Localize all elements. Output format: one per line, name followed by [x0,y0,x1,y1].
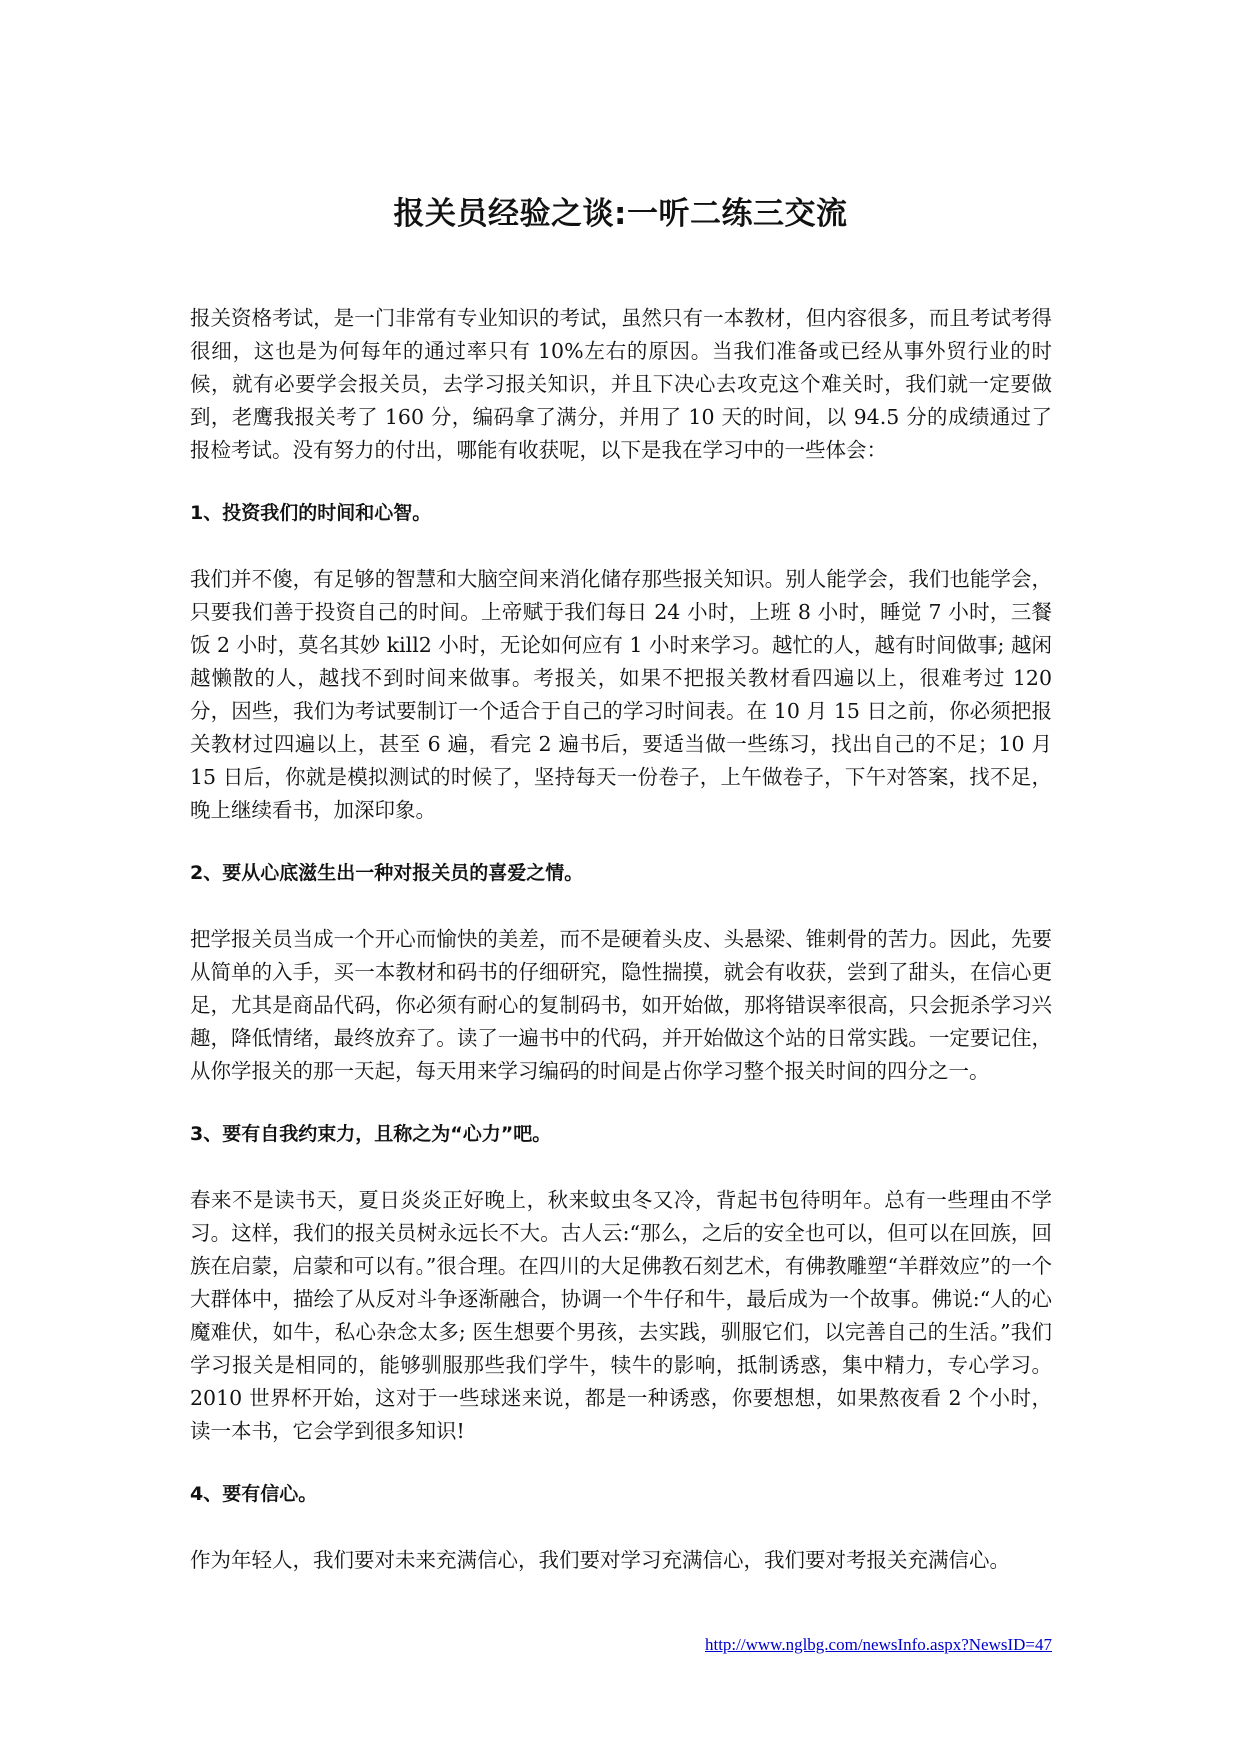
section-1-paragraph: 我们并不傻，有足够的智慧和大脑空间来消化储存那些报关知识。别人能学会，我们也能学会，只要我们善于投资自己的时间。上帝赋于我们每日 24 小时，上班 8 小时，睡觉 7 小时，三餐饭 2 小时，莫名其妙 kill2 小时，无论如何应有 1 小时来学习。越忙的人，越有时间做事; 越闲越懒散的人，越找不到时间来做事。考报关，如果不把报关教材看四遍以上，很难考过 120 分，因些，我们为考试要制订一个适合于自己的学习时间表。在 10 月 15 日之前，你必须把报关教材过四遍以上，甚至 6 遍，看完 2 遍书后，要适当做一些练习，找出自己的不足；10 月 15 日后，你就是模拟测试的时候了，坚持每天一份卷子，上午做卷子，下午对答案，找不足，晚上继续看书，加深印象。 [190,567,1052,822]
article-body [190,302,1052,1577]
intro-paragraph: 报关资格考试，是一门非常有专业知识的考试，虽然只有一本教材，但内容很多，而且考试考得很细，这也是为何每年的通过率只有 10%左右的原因。当我们准备或已经从事外贸行业的时候，就有必要学会报关员，去学习报关知识，并且下决心去攻克这个难关时，我们就一定要做到，老鹰我报关考了 160 分，编码拿了满分，并用了 10 天的时间，以 94.5 分的成绩通过了报检考试。没有努力的付出，哪能有收获呢，以下是我在学习中的一些体会： [190,306,1052,462]
source-link[interactable]: http://www.nglbg.com/newsInfo.aspx?NewsID=47 [704,1635,1052,1654]
section-4-paragraph: 作为年轻人，我们要对未来充满信心，我们要对学习充满信心，我们要对考报关充满信心。 [190,1548,1010,1572]
section-2-paragraph: 把学报关员当成一个开心而愉快的美差，而不是硬着头皮、头悬梁、锥刺骨的苦力。因此，先要从简单的入手，买一本教材和码书的仔细研究，隐性揣摸，就会有收获，尝到了甜头，在信心更足，尤其是商品代码，你必须有耐心的复制码书，如开始做，那将错误率很高，只会扼杀学习兴趣，降低情绪，最终放弃了。读了一遍书中的代码，并开始做这个站的日常实践。一定要记住，从你学报关的那一天起，每天用来学习编码的时间是占你学习整个报关时间的四分之一。 [190,927,1052,1083]
page-title: 报关员经验之谈:一听二练三交流 [393,196,848,232]
section-2-heading: 2、要从心底滋生出一种对报关员的喜爱之情。 [190,862,584,884]
section-3-heading: 3、要有自我约束力，且称之为“心力”吧。 [190,1123,552,1145]
section-1-heading: 1、投资我们的时间和心智。 [190,502,432,524]
section-4-heading: 4、要有信心。 [190,1483,318,1505]
section-3-paragraph: 春来不是读书天，夏日炎炎正好晚上，秋来蚊虫冬又冷，背起书包待明年。总有一些理由不学习。这样，我们的报关员树永远长不大。古人云:“那么，之后的安全也可以，但可以在回族，回族在启蒙，启蒙和可以有。”很合理。在四川的大足佛教石刻艺术，有佛教雕塑“羊群效应”的一个大群体中，描绘了从反对斗争逐渐融合，协调一个牛仔和牛，最后成为一个故事。佛说:“人的心魔难伏，如牛，私心杂念太多; 医生想要个男孩，去实践，驯服它们，以完善自己的生活。”我们学习报关是相同的，能够驯服那些我们学牛，犊牛的影响，抵制诱惑，集中精力，专心学习。2010 世界杯开始，这对于一些球迷来说，都是一种诱惑，你要想想，如果熬夜看 2 个小时，读一本书，它会学到很多知识! [190,1188,1052,1443]
